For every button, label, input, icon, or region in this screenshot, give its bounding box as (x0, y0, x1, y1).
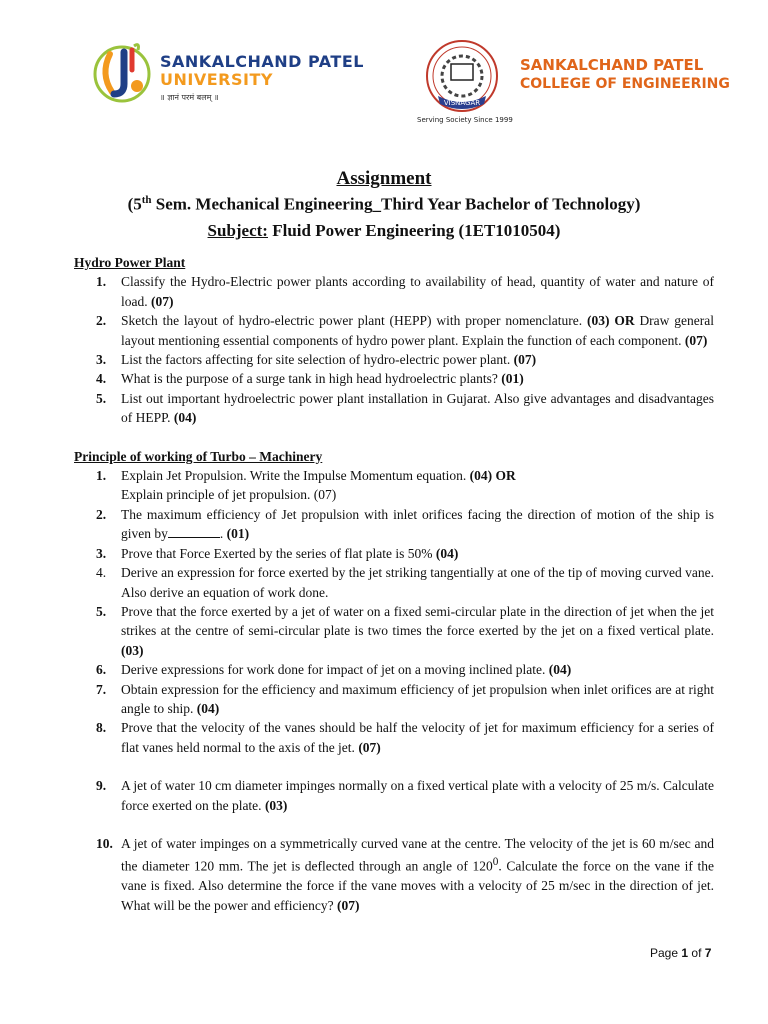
semester-prefix: (5 (127, 194, 142, 214)
subject-label: Subject: (207, 221, 268, 240)
question-marks: (04) (196, 700, 220, 716)
page-current: 1 (681, 946, 689, 960)
question-item (74, 680, 714, 719)
question-item (74, 602, 714, 660)
question-number: 3. (96, 545, 107, 561)
subject-value: Fluid Power Engineering (1ET1010504) (267, 221, 561, 240)
question-number: 10. (96, 835, 113, 851)
page-of-label: of (691, 946, 702, 960)
question-item (74, 834, 714, 915)
university-tagline: ॥ ज्ञानं परमं बलम् ॥ (160, 93, 219, 102)
question-item (74, 718, 714, 757)
question-text: Sketch the layout of hydro-electric power plant (HEPP) with proper nomenclature. (121, 313, 583, 329)
seal-text: VISNAGAR (443, 99, 481, 107)
question-text: The maximum efficiency of Jet propulsion with inlet orifices facing the direction of motion of the ship is given by (121, 506, 714, 542)
page-title: Assignment (336, 168, 432, 189)
question-marks: (03) (121, 642, 144, 658)
page-label: Page (650, 946, 679, 960)
question-number: 6. (96, 662, 107, 678)
college-seal (412, 38, 512, 130)
question-item (74, 311, 714, 350)
college-seal-icon (418, 38, 506, 116)
question-marks: (01) (501, 371, 524, 387)
assignment-content (74, 253, 714, 915)
question-text: Obtain expression for the efficiency and maximum efficiency of jet propulsion when inlet orifices are at right angle to ship. (121, 681, 714, 716)
question-marks: (04) OR (469, 468, 516, 484)
question-number: 1. (96, 274, 107, 290)
question-marks: (07) (151, 293, 174, 309)
question-number: 2. (96, 506, 107, 522)
question-marks: (04) (435, 545, 459, 561)
question-item (74, 660, 714, 679)
page-total: 7 (704, 946, 712, 960)
question-marks: (03) OR (587, 313, 635, 329)
question-text: Prove that the force exerted by a jet of water on a fixed semi-circular plate in the direction of jet when the jet strikes at the centre of semi-circular plate is two times the force exerted by the jet on a fixed vertical plate. (121, 603, 714, 639)
question-number: 4. (96, 371, 107, 387)
question-number: 7. (96, 681, 107, 697)
question-number: 5. (96, 603, 107, 619)
university-emblem-icon (90, 40, 154, 104)
question-text: Prove that the velocity of the vanes should be half the velocity of jet for maximum efficiency for a series of flat vanes held normal to the axis of the jet. (121, 720, 714, 755)
question-item (74, 563, 714, 602)
question-item (74, 505, 714, 544)
question-list (74, 466, 714, 915)
question-number: 4. (96, 565, 107, 581)
question-marks-alt: (07) (684, 332, 708, 348)
semester-line (0, 194, 768, 215)
question-item (74, 389, 714, 428)
question-text-alt: Explain principle of jet propulsion. (07) (121, 487, 337, 503)
question-marks: (04) (173, 410, 197, 426)
question-text-after: . (219, 526, 224, 542)
question-item (74, 466, 714, 505)
question-marks: (07) (513, 352, 537, 368)
question-marks: (04) (548, 662, 572, 678)
question-text: Derive an expression for force exerted by the jet striking tangentially at one of the tip of moving curved vane. Also derive an equation of work done. (121, 565, 714, 600)
semester-rest: Sem. Mechanical Engineering_Third Year Bachelor of Technology) (151, 194, 641, 214)
question-text: Prove that Force Exerted by the series of flat plate is 50% (121, 545, 433, 561)
question-number: 3. (96, 352, 107, 368)
college-tagline: Serving Society Since 1999 (417, 116, 513, 124)
question-item (74, 272, 714, 311)
question-marks: (03) (264, 797, 288, 813)
section-heading: Principle of working of Turbo – Machinery (74, 448, 323, 464)
question-marks: (07) (358, 739, 381, 755)
question-text-after: . Calculate the force on the vane if the vane is fixed. Also determine the force if the vane moves with a velocity of 25 m/sec in the direction of jet. What will be the power and efficiency? (121, 858, 714, 913)
question-number: 9. (96, 778, 107, 794)
page-header (0, 0, 768, 140)
question-item (74, 369, 714, 388)
college-name (520, 56, 730, 92)
college-name-line1: SANKALCHAND PATEL (520, 56, 704, 74)
semester-sup: th (141, 194, 152, 206)
question-text: Classify the Hydro-Electric power plants according to availability of head, quantity of water and nature of load. (121, 274, 714, 309)
question-text: What is the purpose of a surge tank in high head hydroelectric plants? (121, 371, 498, 387)
question-text: List out important hydroelectric power plant installation in Gujarat. Also give advantages and disadvantages of HEPP. (121, 390, 714, 426)
question-text: A jet of water impinges on a symmetrically curved vane at the centre. The velocity of the jet is 60 m/sec and the diameter 120 mm. The jet is deflected through an angle of 120 (121, 835, 714, 874)
question-item (74, 350, 714, 369)
question-number: 2. (96, 313, 107, 329)
question-marks: (07) (337, 897, 360, 913)
question-text: Derive expressions for work done for impact of jet on a moving inclined plate. (121, 662, 546, 678)
question-text-alt: Draw general layout mentioning essential components of hydro power plant. Explain the function of each component. (121, 313, 714, 348)
question-item (74, 544, 714, 563)
question-text: A jet of water 10 cm diameter impinges normally on a fixed vertical plate with a velocity of 25 m/s. Calculate force exerted on the plate. (121, 778, 714, 813)
question-text: List the factors affecting for site selection of hydro-electric power plant. (121, 352, 511, 368)
question-item (74, 776, 714, 815)
college-name-line2: COLLEGE OF ENGINEERING (520, 76, 730, 92)
question-number: 8. (96, 720, 107, 736)
subject-line (0, 221, 768, 241)
answer-blank (168, 524, 220, 538)
university-name-line1: SANKALCHAND PATEL (160, 52, 364, 71)
page-number (650, 946, 711, 960)
question-marks: (01) (226, 526, 250, 542)
question-text: Explain Jet Propulsion. Write the Impulse Momentum equation. (121, 468, 467, 484)
university-name-line2: UNIVERSITY (160, 70, 273, 89)
section-heading: Hydro Power Plant (74, 255, 186, 270)
question-number: 5. (96, 390, 107, 406)
degree-sup: 0 (492, 856, 499, 869)
question-number: 1. (96, 468, 107, 484)
question-list (74, 272, 714, 427)
university-logo (90, 40, 364, 110)
